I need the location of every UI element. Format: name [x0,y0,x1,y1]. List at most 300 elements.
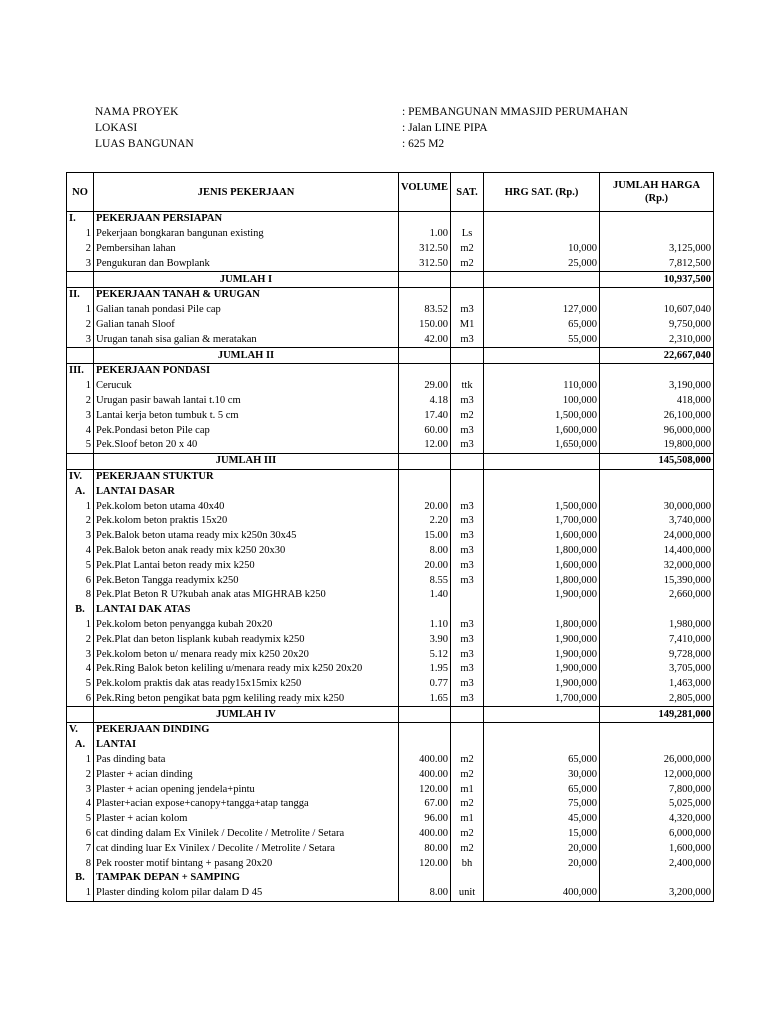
row-sat-cell [451,723,484,738]
volume-value: 15.00 [399,529,451,544]
row-price-cell [484,272,600,288]
unit-price-value: 1,500,000 [484,499,600,514]
unit-price-value: 127,000 [484,303,600,318]
table-row [67,514,714,529]
row-number: 4 [67,544,94,559]
table-row [67,408,714,423]
table-row [67,677,714,692]
row-number: 1 [67,379,94,394]
unit-price-value: 1,800,000 [484,618,600,633]
unit-value: m3 [451,632,484,647]
work-item-name: Pek.Ring beton pengikat bata pgm keliling ready mix k250 [94,692,399,707]
volume-value: 2.20 [399,514,451,529]
project-name-label: NAMA PROYEK [95,106,179,118]
row-number: 2 [67,394,94,409]
table-row [67,767,714,782]
row-volume-cell [399,469,451,484]
work-item-name: Pek.Balok beton utama ready mix k250n 30x45 [94,529,399,544]
work-item-name: Plaster + acian kolom [94,812,399,827]
volume-value: 29.00 [399,379,451,394]
building-area-row [95,136,655,152]
total-price-value: 30,000,000 [600,499,714,514]
table-row [67,529,714,544]
total-value: 22,667,040 [600,348,714,364]
total-price-value: 2,660,000 [600,588,714,603]
work-item-name: Cerucuk [94,379,399,394]
row-number: 4 [67,662,94,677]
unit-price-value: 1,800,000 [484,544,600,559]
section-title: PEKERJAAN PERSIAPAN [94,212,399,227]
unit-value: m3 [451,499,484,514]
row-sat-cell [451,707,484,723]
work-item-name: Pas dinding bata [94,753,399,768]
row-number: A. [67,738,94,753]
volume-value: 96.00 [399,812,451,827]
unit-value: m3 [451,662,484,677]
total-price-value: 26,000,000 [600,753,714,768]
row-number: 1 [67,618,94,633]
work-item-name: Pek.Pondasi beton Pile cap [94,423,399,438]
volume-value: 312.50 [399,256,451,271]
volume-value: 400.00 [399,827,451,842]
work-item-name: Urugan tanah sisa galian & meratakan [94,332,399,347]
work-item-name: Plaster + acian dinding [94,767,399,782]
unit-price-value: 20,000 [484,841,600,856]
total-price-value: 1,463,000 [600,677,714,692]
unit-value: m2 [451,797,484,812]
row-price-cell [484,363,600,378]
total-label: JUMLAH I [94,272,399,288]
section-row [67,723,714,738]
row-number: III. [67,363,94,378]
volume-value: 400.00 [399,767,451,782]
row-price-cell [484,723,600,738]
volume-value: 0.77 [399,677,451,692]
header-jenis-pekerjaan: JENIS PEKERJAAN [94,173,399,212]
row-price-cell [484,212,600,227]
subsection-title: TAMPAK DEPAN + SAMPING [94,871,399,886]
total-value: 149,281,000 [600,707,714,723]
table-header-row [67,173,714,212]
unit-value: bh [451,856,484,871]
subsection-row [67,603,714,618]
row-volume-cell [399,603,451,618]
table-row [67,558,714,573]
volume-value: 20.00 [399,558,451,573]
unit-price-value: 1,650,000 [484,438,600,453]
unit-price-value: 1,900,000 [484,647,600,662]
total-price-value: 9,750,000 [600,318,714,333]
volume-value: 120.00 [399,856,451,871]
row-sat-cell [451,603,484,618]
table-row [67,662,714,677]
row-price-cell [484,287,600,302]
row-price-cell [484,348,600,364]
table-row [67,797,714,812]
row-sat-cell [451,348,484,364]
unit-value: m3 [451,514,484,529]
row-number: 5 [67,438,94,453]
row-number: 5 [67,677,94,692]
work-item-name: Pekerjaan bongkaran bangunan existing [94,227,399,242]
unit-price-value: 65,000 [484,753,600,768]
section-title: PEKERJAAN DINDING [94,723,399,738]
row-number: 6 [67,827,94,842]
row-total-cell [600,469,714,484]
row-no-cell [67,348,94,364]
row-total-cell [600,287,714,302]
section-row [67,469,714,484]
work-item-name: Lantai kerja beton tumbuk t. 5 cm [94,408,399,423]
subsection-row [67,484,714,499]
total-price-value: 5,025,000 [600,797,714,812]
work-item-name: Pek.Beton Tangga readymix k250 [94,573,399,588]
row-number: IV. [67,469,94,484]
header-hrg-sat: HRG SAT. (Rp.) [484,173,600,212]
unit-price-value: 15,000 [484,827,600,842]
row-sat-cell [451,871,484,886]
total-price-value: 3,200,000 [600,886,714,901]
header-jumlah-harga: JUMLAH HARGA (Rp.) [600,173,714,212]
unit-price-value: 110,000 [484,379,600,394]
table-row [67,242,714,257]
total-label: JUMLAH III [94,453,399,469]
work-item-name: Urugan pasir bawah lantai t.10 cm [94,394,399,409]
project-info [95,104,655,152]
row-sat-cell [451,469,484,484]
work-item-name: Pek.kolom beton penyangga kubah 20x20 [94,618,399,633]
unit-value: m2 [451,753,484,768]
section-row [67,363,714,378]
row-number: 1 [67,303,94,318]
table-row [67,227,714,242]
row-sat-cell [451,363,484,378]
unit-value: unit [451,886,484,901]
row-number: 8 [67,588,94,603]
total-price-value: 3,190,000 [600,379,714,394]
work-item-name: Pek rooster motif bintang + pasang 20x20 [94,856,399,871]
total-price-value: 2,805,000 [600,692,714,707]
total-price-value: 3,125,000 [600,242,714,257]
work-item-name: Pek.Ring Balok beton keliling u/menara ready mix k250 20x20 [94,662,399,677]
unit-price-value: 1,700,000 [484,692,600,707]
total-value: 10,937,500 [600,272,714,288]
row-number: 2 [67,318,94,333]
total-price-value: 2,310,000 [600,332,714,347]
work-item-name: Pek.Plat Lantai beton ready mix k250 [94,558,399,573]
row-number: 6 [67,692,94,707]
unit-value: m2 [451,767,484,782]
volume-value: 1.40 [399,588,451,603]
total-price-value: 418,000 [600,394,714,409]
row-sat-cell [451,212,484,227]
unit-price-value: 25,000 [484,256,600,271]
table-row [67,379,714,394]
unit-value: m3 [451,544,484,559]
table-row [67,573,714,588]
unit-value: M1 [451,318,484,333]
row-number: 8 [67,856,94,871]
table-row [67,332,714,347]
row-price-cell [484,484,600,499]
volume-value: 8.00 [399,886,451,901]
unit-value: m3 [451,618,484,633]
total-price-value: 6,000,000 [600,827,714,842]
row-volume-cell [399,738,451,753]
unit-price-value: 75,000 [484,797,600,812]
unit-price-value: 65,000 [484,782,600,797]
unit-value: m1 [451,812,484,827]
row-number: 1 [67,753,94,768]
volume-value: 17.40 [399,408,451,423]
unit-value: Ls [451,227,484,242]
table-row [67,303,714,318]
unit-value: m3 [451,677,484,692]
row-sat-cell [451,453,484,469]
unit-price-value [484,227,600,242]
unit-price-value: 1,600,000 [484,529,600,544]
volume-value: 1.00 [399,227,451,242]
table-row [67,841,714,856]
location-row [95,120,655,136]
row-total-cell [600,603,714,618]
work-item-name: Pek.Sloof beton 20 x 40 [94,438,399,453]
section-row [67,212,714,227]
total-label: JUMLAH IV [94,707,399,723]
row-number: A. [67,484,94,499]
header-sat: SAT. [451,173,484,212]
row-total-cell [600,723,714,738]
total-price-value: 7,800,000 [600,782,714,797]
building-area-value: : 625 M2 [402,138,445,150]
total-price-value: 4,320,000 [600,812,714,827]
work-item-name: Pek.Balok beton anak ready mix k250 20x30 [94,544,399,559]
subsection-row [67,738,714,753]
section-title: PEKERJAAN PONDASI [94,363,399,378]
location-label: LOKASI [95,122,138,134]
row-price-cell [484,707,600,723]
volume-value: 150.00 [399,318,451,333]
total-row [67,707,714,723]
unit-value: m3 [451,438,484,453]
row-number: B. [67,871,94,886]
row-price-cell [484,871,600,886]
unit-price-value: 55,000 [484,332,600,347]
row-number: 3 [67,529,94,544]
unit-price-value: 30,000 [484,767,600,782]
row-volume-cell [399,348,451,364]
table-row [67,827,714,842]
unit-value: m2 [451,408,484,423]
volume-value: 5.12 [399,647,451,662]
unit-value: m2 [451,256,484,271]
table-row [67,438,714,453]
volume-value: 42.00 [399,332,451,347]
total-price-value: 15,390,000 [600,573,714,588]
total-price-value: 24,000,000 [600,529,714,544]
total-price-value: 3,705,000 [600,662,714,677]
row-number: 3 [67,408,94,423]
table-row [67,647,714,662]
unit-price-value: 100,000 [484,394,600,409]
unit-value: m3 [451,647,484,662]
work-item-name: Pek.kolom praktis dak atas ready15x15mix k250 [94,677,399,692]
table-row [67,256,714,271]
table-row [67,782,714,797]
table-row [67,499,714,514]
row-volume-cell [399,453,451,469]
row-no-cell [67,707,94,723]
work-item-name: Plaster dinding kolom pilar dalam D 45 [94,886,399,901]
work-item-name: Pembersihan lahan [94,242,399,257]
total-price-value: 32,000,000 [600,558,714,573]
project-name-value: : PEMBANGUNAN MMASJID PERUMAHAN [402,106,628,118]
total-price-value: 19,800,000 [600,438,714,453]
table-row [67,588,714,603]
row-sat-cell [451,272,484,288]
work-item-name: Plaster+acian expose+canopy+tangga+atap tangga [94,797,399,812]
unit-price-value: 65,000 [484,318,600,333]
table-row [67,856,714,871]
unit-value: m3 [451,558,484,573]
table-row [67,753,714,768]
unit-value: m1 [451,782,484,797]
section-row [67,287,714,302]
unit-value [451,588,484,603]
row-price-cell [484,469,600,484]
total-price-value: 7,812,500 [600,256,714,271]
total-label: JUMLAH II [94,348,399,364]
row-number: V. [67,723,94,738]
row-number: 3 [67,332,94,347]
unit-value: m3 [451,423,484,438]
work-item-name: Pek.Plat Beton R U?kubah anak atas MIGHRAB k250 [94,588,399,603]
row-total-cell [600,212,714,227]
row-volume-cell [399,871,451,886]
unit-price-value: 1,700,000 [484,514,600,529]
row-number: 4 [67,797,94,812]
row-total-cell [600,363,714,378]
total-price-value: 10,607,040 [600,303,714,318]
row-number: 5 [67,558,94,573]
volume-value: 8.00 [399,544,451,559]
row-total-cell [600,871,714,886]
header-volume-text: VOLUME [401,182,449,193]
table-row [67,318,714,333]
unit-value: m3 [451,692,484,707]
total-price-value: 2,400,000 [600,856,714,871]
section-title: PEKERJAAN STUKTUR [94,469,399,484]
subsection-title: LANTAI DASAR [94,484,399,499]
total-row [67,348,714,364]
row-number: 2 [67,242,94,257]
total-price-value: 96,000,000 [600,423,714,438]
row-volume-cell [399,272,451,288]
total-row [67,272,714,288]
volume-value: 8.55 [399,573,451,588]
row-volume-cell [399,723,451,738]
row-number: 2 [67,632,94,647]
cost-table [66,172,714,902]
unit-price-value: 1,900,000 [484,677,600,692]
row-number: 3 [67,782,94,797]
total-price-value [600,227,714,242]
work-item-name: Pek.kolom beton praktis 15x20 [94,514,399,529]
row-price-cell [484,603,600,618]
section-title: PEKERJAAN TANAH & URUGAN [94,287,399,302]
row-price-cell [484,453,600,469]
unit-price-value: 1,900,000 [484,662,600,677]
table-row [67,886,714,901]
project-name-row [95,104,655,120]
header-no: NO [67,173,94,212]
row-number: I. [67,212,94,227]
work-item-name: Plaster + acian opening jendela+pintu [94,782,399,797]
volume-value: 1.10 [399,618,451,633]
unit-price-value: 20,000 [484,856,600,871]
unit-value: m3 [451,573,484,588]
unit-value: m2 [451,841,484,856]
work-item-name: Galian tanah Sloof [94,318,399,333]
work-item-name: Pek.kolom beton utama 40x40 [94,499,399,514]
row-total-cell [600,738,714,753]
subsection-row [67,871,714,886]
unit-price-value: 10,000 [484,242,600,257]
volume-value: 400.00 [399,753,451,768]
volume-value: 4.18 [399,394,451,409]
work-item-name: Galian tanah pondasi Pile cap [94,303,399,318]
work-item-name: cat dinding dalam Ex Vinilek / Decolite / Metrolite / Setara [94,827,399,842]
table-row [67,618,714,633]
row-number: 1 [67,886,94,901]
row-number: 7 [67,841,94,856]
unit-price-value: 1,500,000 [484,408,600,423]
volume-value: 83.52 [399,303,451,318]
building-area-label: LUAS BANGUNAN [95,138,194,150]
row-number: II. [67,287,94,302]
subsection-title: LANTAI DAK ATAS [94,603,399,618]
subsection-title: LANTAI [94,738,399,753]
work-item-name: Pek.Plat dan beton lisplank kubah readymix k250 [94,632,399,647]
row-volume-cell [399,484,451,499]
row-sat-cell [451,287,484,302]
row-volume-cell [399,287,451,302]
total-price-value: 9,728,000 [600,647,714,662]
volume-value: 312.50 [399,242,451,257]
row-number: 1 [67,227,94,242]
total-price-value: 26,100,000 [600,408,714,423]
table-row [67,812,714,827]
row-number: 2 [67,514,94,529]
table-row [67,423,714,438]
row-volume-cell [399,363,451,378]
unit-value: m3 [451,332,484,347]
volume-value: 80.00 [399,841,451,856]
row-price-cell [484,738,600,753]
volume-value: 12.00 [399,438,451,453]
unit-value: m2 [451,827,484,842]
unit-price-value: 1,900,000 [484,588,600,603]
row-number: 6 [67,573,94,588]
unit-value: ttk [451,379,484,394]
row-number: 4 [67,423,94,438]
volume-value: 20.00 [399,499,451,514]
unit-price-value: 1,600,000 [484,423,600,438]
table-row [67,632,714,647]
volume-value: 60.00 [399,423,451,438]
row-no-cell [67,453,94,469]
row-sat-cell [451,738,484,753]
